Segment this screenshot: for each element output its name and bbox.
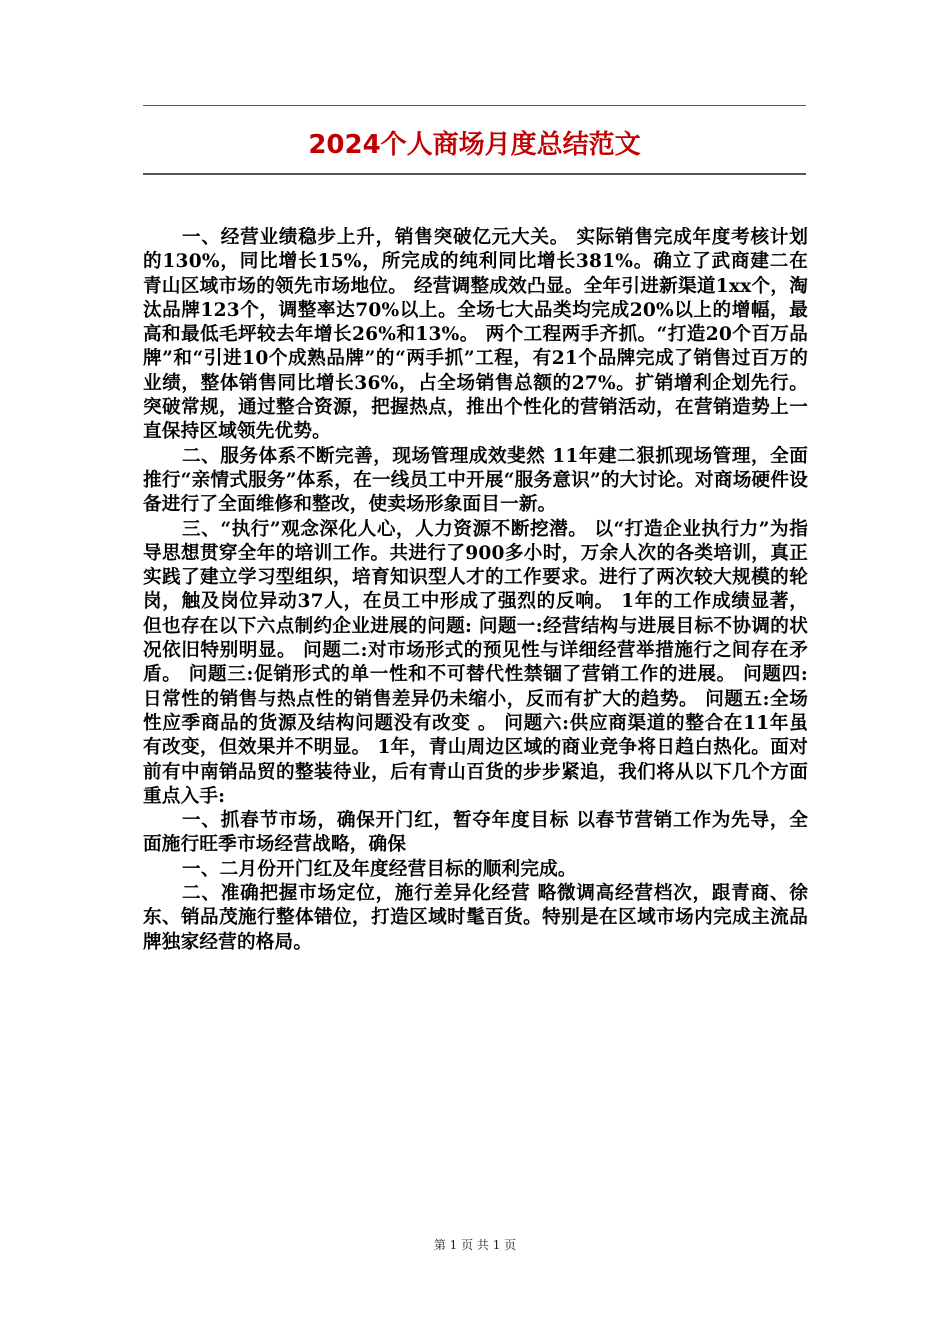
paragraph-business-performance: 一、经营业绩稳步上升，销售突破亿元大关。 实际销售完成年度考核计划的130%，同比增长15%，所完成的纯利同比增长381%。确立了武商建二在青山区域市场的领先市场地位。 经营调整成效凸显。全年引进新渠道1xx个，淘汰品牌123个，调整率达70%以上。全场七大品类均完成20%以上的增幅，最高和最低毛坪较去年增长26%和13%。 两个工程两手齐抓。“打造20个百万品牌”和“引进10个成熟品牌”的“两手抓”工程，有21个品牌完成了销售过百万的业绩，整体销售同比增长36%，占全场销售总额的27%。扩销增利企划先行。突破常规，通过整合资源，把握热点，推出个性化的营销活动，在营销造势上一直保持区域领先优势。 (143, 227, 808, 443)
paragraph-market-positioning: 二、准确把握市场定位，施行差异化经营 略微调高经营档次，跟青商、徐东、销品茂施行整体错位，打造区域时髦百货。特别是在区域市场内完成主流品牌独家经营的格局。 (143, 883, 808, 953)
document-title: 2024个人商场月度总结范文 (308, 130, 641, 160)
header-rule-top (143, 105, 806, 106)
paragraph-service-system: 二、服务体系不断完善，现场管理成效斐然 11年建二狠抓现场管理，全面推行“亲情式服务”体系，在一线员工中开展“服务意识”的大讨论。对商场硬件设备进行了全面维修和整改，使卖场形象面目一新。 (143, 445, 808, 516)
header-rule-bottom (143, 173, 806, 175)
paragraph-execution-hr: 三、“执行”观念深化人心，人力资源不断挖潜。 以“打造企业执行力”为指导思想贯穿全年的培训工作。共进行了900多小时，万余人次的各类培训，真正实践了建立学习型组织，培育知识型人才的工作要求。进行了两次较大规模的轮岗，触及岗位异动37人，在员工中形成了强烈的反响。 1年的工作成绩显著，但也存在以下六点制约企业进展的问题: 问题一:经营结构与进展目标不协调的状况依旧特别明显。 问题二:对市场形式的预见性与详细经营举措施行之间存在矛盾。 问题三:促销形式的单一性和不可替代性禁锢了营销工作的进展。 问题四:日常性的销售与热点性的销售差异仍未缩小，反而有扩大的趋势。 问题五:全场性应季商品的货源及结构问题没有改变 。 问题六:供应商渠道的整合在11年虽有改变，但效果并不明显。 1年，青山周边区域的商业竞争将日趋白热化。面对前有中南销品贸的整装待业，后有青山百货的步步紧追，我们将从以下几个方面重点入手: (143, 518, 808, 807)
document-body (143, 226, 808, 955)
paragraph-jan-feb-goal: 一、二月份开门红及年度经营目标的顺利完成。 (182, 858, 577, 880)
paragraph-spring-festival: 一、抓春节市场，确保开门红，暂夺年度目标 以春节营销工作为先导，全面施行旺季市场经营战略，确保 (143, 810, 808, 856)
page-footer: 第 1 页 共 1 页 (433, 1238, 517, 1252)
